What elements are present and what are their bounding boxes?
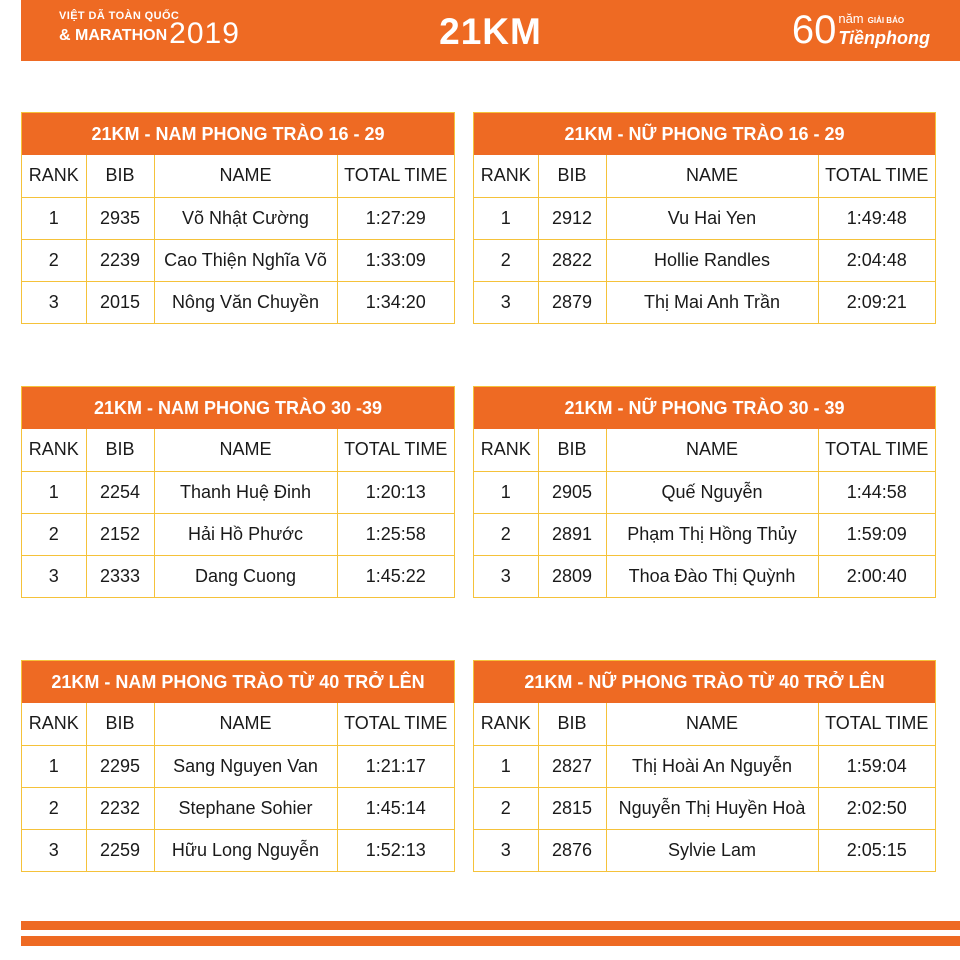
sponsor-number: 60 xyxy=(791,8,837,52)
header-banner xyxy=(21,0,960,61)
rank-cell: 1 xyxy=(474,745,538,787)
col-bib: BIB xyxy=(538,703,606,745)
sponsor-small: GIẢI BÁO xyxy=(867,16,905,25)
col-time: TOTAL TIME xyxy=(337,155,454,197)
col-time: TOTAL TIME xyxy=(818,155,935,197)
table-row xyxy=(22,239,454,281)
footer-stripe-top xyxy=(21,921,960,930)
results-table-men-40-plus xyxy=(21,660,455,872)
logo-line2: & MARATHON xyxy=(59,27,168,44)
results-grid xyxy=(22,155,454,323)
bib-cell: 2152 xyxy=(86,513,154,555)
bib-cell: 2809 xyxy=(538,555,606,597)
time-cell: 2:04:48 xyxy=(818,239,935,281)
rank-cell: 1 xyxy=(22,745,86,787)
rank-cell: 1 xyxy=(22,197,86,239)
results-table-women-30-39 xyxy=(473,386,936,598)
time-cell: 2:05:15 xyxy=(818,829,935,871)
table-row xyxy=(22,555,454,597)
name-cell: Thanh Huệ Đinh xyxy=(154,471,337,513)
time-cell: 2:00:40 xyxy=(818,555,935,597)
table-title: 21KM - NAM PHONG TRÀO 16 - 29 xyxy=(22,113,454,155)
results-grid xyxy=(474,429,935,597)
name-cell: Dang Cuong xyxy=(154,555,337,597)
table-row xyxy=(22,471,454,513)
rank-cell: 3 xyxy=(22,555,86,597)
rank-cell: 3 xyxy=(474,555,538,597)
bib-cell: 2912 xyxy=(538,197,606,239)
bib-cell: 2333 xyxy=(86,555,154,597)
col-bib: BIB xyxy=(86,429,154,471)
bib-cell: 2295 xyxy=(86,745,154,787)
table-row xyxy=(474,787,935,829)
results-grid xyxy=(474,703,935,871)
time-cell: 1:59:04 xyxy=(818,745,935,787)
results-grid xyxy=(22,429,454,597)
rank-cell: 1 xyxy=(22,471,86,513)
name-cell: Thị Mai Anh Trần xyxy=(606,281,818,323)
rank-cell: 2 xyxy=(22,513,86,555)
column-header-row xyxy=(22,155,454,197)
results-table-men-30-39 xyxy=(21,386,455,598)
bib-cell: 2254 xyxy=(86,471,154,513)
col-name: NAME xyxy=(606,429,818,471)
rank-cell: 3 xyxy=(22,281,86,323)
logo-year: 2019 xyxy=(169,17,240,50)
sponsor-text xyxy=(838,12,930,48)
name-cell: Hollie Randles xyxy=(606,239,818,281)
col-rank: RANK xyxy=(22,703,86,745)
name-cell: Vu Hai Yen xyxy=(606,197,818,239)
sponsor-word: năm xyxy=(838,11,864,26)
time-cell: 1:59:09 xyxy=(818,513,935,555)
name-cell: Nguyễn Thị Huyền Hoà xyxy=(606,787,818,829)
table-title: 21KM - NAM PHONG TRÀO TỪ 40 TRỞ LÊN xyxy=(22,661,454,703)
time-cell: 1:34:20 xyxy=(337,281,454,323)
col-time: TOTAL TIME xyxy=(337,429,454,471)
bib-cell: 2815 xyxy=(538,787,606,829)
rank-cell: 2 xyxy=(474,239,538,281)
name-cell: Quế Nguyễn xyxy=(606,471,818,513)
rank-cell: 3 xyxy=(474,829,538,871)
time-cell: 1:33:09 xyxy=(337,239,454,281)
rank-cell: 3 xyxy=(22,829,86,871)
rank-cell: 2 xyxy=(474,513,538,555)
col-time: TOTAL TIME xyxy=(818,429,935,471)
name-cell: Thị Hoài An Nguyễn xyxy=(606,745,818,787)
bib-cell: 2876 xyxy=(538,829,606,871)
time-cell: 1:44:58 xyxy=(818,471,935,513)
time-cell: 1:49:48 xyxy=(818,197,935,239)
bib-cell: 2935 xyxy=(86,197,154,239)
table-row xyxy=(22,745,454,787)
col-name: NAME xyxy=(154,155,337,197)
col-time: TOTAL TIME xyxy=(337,703,454,745)
bib-cell: 2827 xyxy=(538,745,606,787)
name-cell: Stephane Sohier xyxy=(154,787,337,829)
col-bib: BIB xyxy=(538,429,606,471)
results-grid xyxy=(22,703,454,871)
rank-cell: 2 xyxy=(22,787,86,829)
column-header-row xyxy=(22,703,454,745)
table-title: 21KM - NAM PHONG TRÀO 30 -39 xyxy=(22,387,454,429)
table-title: 21KM - NỮ PHONG TRÀO 30 - 39 xyxy=(474,387,935,429)
time-cell: 1:45:14 xyxy=(337,787,454,829)
results-table-women-40-plus xyxy=(473,660,936,872)
rank-cell: 3 xyxy=(474,281,538,323)
column-header-row xyxy=(22,429,454,471)
name-cell: Sylvie Lam xyxy=(606,829,818,871)
time-cell: 1:45:22 xyxy=(337,555,454,597)
time-cell: 1:25:58 xyxy=(337,513,454,555)
column-header-row xyxy=(474,155,935,197)
col-time: TOTAL TIME xyxy=(818,703,935,745)
table-row xyxy=(22,829,454,871)
table-row xyxy=(474,239,935,281)
bib-cell: 2259 xyxy=(86,829,154,871)
bib-cell: 2239 xyxy=(86,239,154,281)
col-name: NAME xyxy=(606,155,818,197)
rank-cell: 1 xyxy=(474,197,538,239)
logo-line1: VIỆT DÃ TOÀN QUỐC xyxy=(59,10,180,22)
table-row xyxy=(474,513,935,555)
sponsor-logo xyxy=(792,8,930,52)
rank-cell: 2 xyxy=(22,239,86,281)
table-row xyxy=(22,281,454,323)
table-row xyxy=(22,787,454,829)
name-cell: Võ Nhật Cường xyxy=(154,197,337,239)
time-cell: 1:27:29 xyxy=(337,197,454,239)
time-cell: 1:20:13 xyxy=(337,471,454,513)
name-cell: Hữu Long Nguyễn xyxy=(154,829,337,871)
rank-cell: 2 xyxy=(474,787,538,829)
bib-cell: 2879 xyxy=(538,281,606,323)
footer-stripe-bottom xyxy=(21,936,960,946)
table-row xyxy=(474,471,935,513)
sponsor-word-wrap xyxy=(838,12,930,28)
name-cell: Nông Văn Chuyền xyxy=(154,281,337,323)
column-header-row xyxy=(474,429,935,471)
bib-cell: 2015 xyxy=(86,281,154,323)
results-table-women-16-29 xyxy=(473,112,936,324)
name-cell: Cao Thiện Nghĩa Võ xyxy=(154,239,337,281)
table-row xyxy=(22,513,454,555)
name-cell: Phạm Thị Hồng Thủy xyxy=(606,513,818,555)
col-rank: RANK xyxy=(474,429,538,471)
page-title: 21KM xyxy=(439,11,542,52)
time-cell: 2:02:50 xyxy=(818,787,935,829)
column-header-row xyxy=(474,703,935,745)
col-name: NAME xyxy=(154,429,337,471)
table-row xyxy=(474,829,935,871)
name-cell: Sang Nguyen Van xyxy=(154,745,337,787)
table-row xyxy=(22,197,454,239)
time-cell: 1:21:17 xyxy=(337,745,454,787)
sponsor-brand: Tiềnphong xyxy=(838,28,930,48)
table-row xyxy=(474,197,935,239)
bib-cell: 2905 xyxy=(538,471,606,513)
col-bib: BIB xyxy=(86,703,154,745)
rank-cell: 1 xyxy=(474,471,538,513)
results-grid xyxy=(474,155,935,323)
col-rank: RANK xyxy=(22,155,86,197)
col-rank: RANK xyxy=(474,703,538,745)
table-title: 21KM - NỮ PHONG TRÀO 16 - 29 xyxy=(474,113,935,155)
bib-cell: 2891 xyxy=(538,513,606,555)
table-row xyxy=(474,745,935,787)
col-bib: BIB xyxy=(538,155,606,197)
col-rank: RANK xyxy=(22,429,86,471)
bib-cell: 2232 xyxy=(86,787,154,829)
name-cell: Hải Hồ Phước xyxy=(154,513,337,555)
time-cell: 1:52:13 xyxy=(337,829,454,871)
col-bib: BIB xyxy=(86,155,154,197)
table-row xyxy=(474,281,935,323)
col-name: NAME xyxy=(606,703,818,745)
col-rank: RANK xyxy=(474,155,538,197)
table-title: 21KM - NỮ PHONG TRÀO TỪ 40 TRỞ LÊN xyxy=(474,661,935,703)
table-row xyxy=(474,555,935,597)
results-table-men-16-29 xyxy=(21,112,455,324)
time-cell: 2:09:21 xyxy=(818,281,935,323)
col-name: NAME xyxy=(154,703,337,745)
name-cell: Thoa Đào Thị Quỳnh xyxy=(606,555,818,597)
bib-cell: 2822 xyxy=(538,239,606,281)
